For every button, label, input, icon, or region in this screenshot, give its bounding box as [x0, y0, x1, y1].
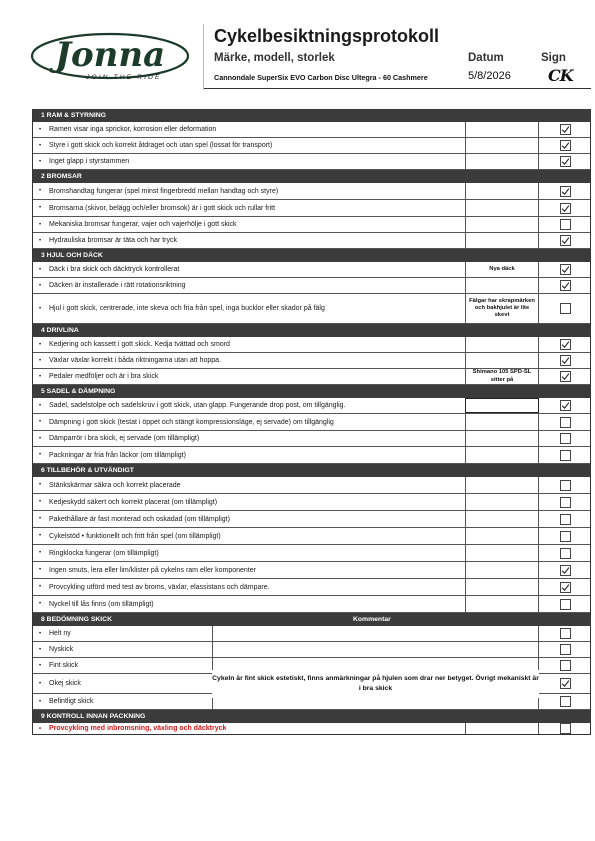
condition-checkbox[interactable] — [560, 660, 571, 671]
item-checkbox[interactable] — [560, 433, 571, 444]
bullet-icon: • — [39, 725, 42, 732]
section-title: 9 KONTROLL INNAN PACKNING — [41, 713, 146, 720]
note-field[interactable] — [465, 200, 539, 216]
item-text-cell — [33, 217, 465, 232]
checkbox-cell — [539, 723, 592, 734]
label-brand-model: Märke, modell, storlek — [214, 52, 335, 64]
item-label: Mekaniska bromsar fungerar, vajer och vajerhölje i gott skick — [49, 221, 237, 228]
label-date: Datum — [468, 52, 504, 64]
note-field[interactable] — [465, 579, 539, 595]
item-label: Cykelstöd • funktionellt och fritt från spel (om tillämpligt) — [49, 532, 221, 540]
item-text-cell — [33, 447, 465, 463]
logo-wordmark: Jonna — [54, 35, 166, 75]
checkmark-icon — [561, 157, 570, 166]
section-header — [33, 109, 590, 122]
checkbox-cell — [539, 494, 592, 510]
checklist-row — [33, 217, 590, 233]
checklist-row — [33, 183, 590, 200]
bullet-icon: • — [39, 452, 42, 458]
item-text-cell — [33, 562, 465, 578]
checkmark-icon — [561, 583, 570, 592]
item-text-cell — [33, 545, 465, 561]
item-checkbox[interactable] — [560, 156, 571, 167]
bullet-icon: • — [39, 126, 42, 133]
section-header — [33, 324, 590, 337]
note-field[interactable] — [465, 337, 539, 352]
bullet-icon: • — [39, 266, 42, 273]
checkbox-cell — [539, 353, 592, 368]
checklist-row — [33, 122, 590, 138]
item-label: Bromshandtag fungerar (spel minst fingerbredd mellan handtag och styre) — [49, 187, 279, 195]
item-label: Hjul i gott skick, centrerade, inte skeva och fria från spel, inga bucklor eller skador på fälg — [49, 305, 325, 312]
checklist-row — [33, 138, 590, 154]
checkbox-cell — [539, 398, 592, 413]
note-field[interactable] — [465, 494, 539, 510]
checkbox-cell — [539, 477, 592, 493]
item-label: Däck i bra skick och däcktryck kontrollerat — [49, 266, 180, 273]
bullet-icon: • — [39, 158, 42, 165]
checklist-row — [33, 562, 590, 579]
checkbox-cell — [539, 658, 592, 673]
checkmark-icon — [561, 566, 570, 575]
section-header — [33, 385, 590, 398]
item-text-cell — [33, 494, 465, 510]
bullet-icon: • — [39, 601, 42, 607]
item-text-cell — [33, 278, 465, 293]
bullet-icon: • — [39, 680, 42, 687]
item-label: Ingen smuts, lera eller lim/klister på cykelns ram eller komponenter — [49, 566, 256, 574]
item-checkbox[interactable] — [560, 548, 571, 559]
item-label: Hydrauliska bromsar är täta och har tryck — [49, 237, 177, 244]
bullet-icon: • — [39, 499, 42, 505]
section-title: 5 SADEL & DÄMPNING — [41, 388, 116, 395]
item-checkbox[interactable] — [560, 186, 571, 197]
comment-cell — [212, 642, 539, 657]
checklist-row — [33, 200, 590, 217]
bullet-icon: • — [39, 516, 42, 522]
checklist-row — [33, 447, 590, 464]
item-label: Däcken är installerade i rätt rotationsriktning — [49, 282, 186, 289]
note-field[interactable] — [465, 138, 539, 153]
item-label: Helt ny — [49, 630, 71, 637]
item-checkbox[interactable] — [560, 531, 571, 542]
item-text-cell — [33, 694, 212, 709]
item-text-cell — [33, 183, 465, 199]
checkmark-icon — [561, 204, 570, 213]
checkbox-cell — [539, 694, 592, 709]
checkmark-icon — [561, 236, 570, 245]
note-field[interactable]: Nya däck — [465, 262, 539, 277]
bullet-icon: • — [39, 205, 42, 211]
bullet-icon: • — [39, 221, 42, 228]
checkbox-cell — [539, 294, 592, 323]
section-header — [33, 249, 590, 262]
note-field[interactable] — [465, 562, 539, 578]
bullet-icon: • — [39, 305, 42, 312]
bullet-icon: • — [39, 237, 42, 244]
section-title: 1 RAM & STYRNING — [41, 112, 106, 119]
note-field[interactable] — [465, 353, 539, 368]
item-checkbox[interactable] — [560, 480, 571, 491]
checkbox-cell — [539, 337, 592, 352]
note-field[interactable]: Fälgar har skrapmärken och bakhjulet är lite skevt — [465, 294, 539, 323]
item-label: Pedaler medföljer och är i bra skick — [49, 373, 159, 380]
item-checkbox[interactable] — [560, 400, 571, 411]
item-label: Bromsarna (skivor, belägg och/eller bromsok) är i gott skick och rullar fritt — [49, 204, 276, 212]
checkmark-icon — [561, 340, 570, 349]
checkbox-cell — [539, 122, 592, 137]
checkmark-icon — [561, 141, 570, 150]
item-checkbox[interactable] — [560, 565, 571, 576]
checkmark-icon — [561, 401, 570, 410]
checkmark-icon — [561, 187, 570, 196]
checkbox-cell — [539, 511, 592, 527]
bike-model-value[interactable]: Cannondale SuperSix EVO Carbon Disc Ultegra - 60 Cashmere — [214, 73, 428, 82]
checklist-row — [33, 545, 590, 562]
condition-checkbox[interactable] — [560, 696, 571, 707]
assessment-block — [33, 626, 590, 710]
note-field[interactable] — [465, 154, 539, 169]
checklist-row — [33, 579, 590, 596]
item-text-cell — [33, 262, 465, 277]
item-label: Provcykling utförd med test av broms, växlar, elassistans och dämpare. — [49, 583, 270, 591]
checklist-row — [33, 233, 590, 249]
item-checkbox[interactable] — [560, 235, 571, 246]
checkbox-cell — [539, 369, 592, 384]
section-header — [33, 170, 590, 183]
checkbox-cell — [539, 217, 592, 232]
note-field[interactable] — [465, 723, 539, 734]
bullet-icon: • — [39, 402, 42, 409]
section-title: 6 TILLBEHÖR & UTVÄNDIGT — [41, 467, 134, 474]
condition-checkbox[interactable] — [560, 678, 571, 689]
bullet-icon: • — [39, 533, 42, 539]
item-checkbox[interactable] — [560, 264, 571, 275]
bullet-icon: • — [39, 630, 42, 637]
section-header — [33, 464, 590, 477]
item-checkbox[interactable] — [560, 371, 571, 382]
item-label: Dämparrör i bra skick, ej servade (om tillämpligt) — [49, 435, 200, 442]
item-text-cell — [33, 337, 465, 352]
item-text-cell — [33, 642, 212, 657]
item-checkbox[interactable] — [560, 303, 571, 314]
header-divider — [203, 24, 204, 90]
note-field[interactable] — [465, 447, 539, 463]
checkbox-cell — [539, 579, 592, 595]
assessment-row — [33, 642, 590, 658]
condition-checkbox[interactable] — [560, 628, 571, 639]
item-checkbox[interactable] — [560, 417, 571, 428]
assessment-comment[interactable]: Cykeln är fint skick estetiskt, finns anmärkningar på hjulen som drar ner betyget. Övrigt mekaniskt är i bra skick — [212, 670, 539, 698]
assessment-row — [33, 626, 590, 642]
checklist-row — [33, 477, 590, 494]
item-text-cell — [33, 398, 465, 413]
item-label: Ramen visar inga sprickor, korrosion eller deformation — [49, 126, 217, 133]
item-text-cell — [33, 294, 465, 323]
comment-cell — [212, 626, 539, 641]
label-sign: Sign — [541, 52, 566, 64]
item-checkbox[interactable] — [560, 140, 571, 151]
checklist-row — [33, 596, 590, 613]
item-text-cell — [33, 511, 465, 527]
comment-column-header: Kommentar — [353, 616, 391, 623]
bullet-icon: • — [39, 188, 42, 194]
note-field[interactable] — [465, 511, 539, 527]
checkmark-icon — [561, 372, 570, 381]
bullet-icon: • — [39, 373, 42, 380]
checklist-row — [33, 398, 590, 414]
checklist-row — [33, 294, 590, 324]
item-text-cell — [33, 626, 212, 641]
checkbox-cell — [539, 562, 592, 578]
item-text-cell — [33, 414, 465, 430]
checkmark-icon — [561, 679, 570, 688]
item-label: Sadel, sadelstolpe och sadelskruv i gott skick, utan glapp. Fungerande drop post, om tillgänglig. — [49, 402, 346, 409]
item-label: Befintligt skick — [49, 698, 94, 705]
item-checkbox[interactable] — [560, 514, 571, 525]
item-label: Ringklocka fungerar (om tillämpligt) — [49, 549, 159, 557]
section-header — [33, 613, 590, 626]
checklist-row — [33, 154, 590, 170]
document-title: Cykelbesiktningsprotokoll — [214, 26, 440, 46]
item-label: Nyskick — [49, 646, 74, 653]
note-field[interactable] — [465, 431, 539, 446]
checkbox-cell — [539, 233, 592, 248]
note-field[interactable] — [465, 278, 539, 293]
note-field[interactable] — [465, 477, 539, 493]
bullet-icon: • — [39, 646, 42, 653]
item-checkbox[interactable] — [560, 124, 571, 135]
logo-tagline: JOIN THE RIDE — [86, 74, 162, 81]
final-checkbox[interactable] — [560, 723, 571, 734]
item-label: Dämpning i gott skick (testat i öppet och stängt kompressionsläge, ej servade) om tillgänglig — [49, 418, 334, 426]
checkbox-cell — [539, 200, 592, 216]
item-label: Fint skick — [49, 662, 79, 669]
item-checkbox[interactable] — [560, 339, 571, 350]
section-title: 4 DRIVLINA — [41, 327, 79, 334]
checklist-row — [33, 511, 590, 528]
note-field[interactable] — [465, 398, 539, 413]
checkbox-cell — [539, 278, 592, 293]
section-header — [33, 710, 590, 723]
item-text-cell — [33, 431, 465, 446]
checkbox-cell — [539, 431, 592, 446]
checkmark-icon — [561, 356, 570, 365]
note-field[interactable] — [465, 183, 539, 199]
checkbox-cell — [539, 674, 592, 693]
item-checkbox[interactable] — [560, 219, 571, 230]
item-text-cell — [33, 596, 465, 612]
checkbox-cell — [539, 262, 592, 277]
header-underline — [204, 88, 591, 89]
checklist-row — [33, 353, 590, 369]
bullet-icon: • — [39, 282, 42, 289]
checkbox-cell — [539, 183, 592, 199]
checklist-row — [33, 414, 590, 431]
item-checkbox[interactable] — [560, 497, 571, 508]
item-text-cell — [33, 369, 465, 384]
bullet-icon: • — [39, 567, 42, 573]
checklist-row — [33, 278, 590, 294]
bullet-icon: • — [39, 482, 42, 488]
item-label: Kedjeskydd säkert och korrekt placerat (om tillämpligt) — [49, 498, 218, 506]
section-title: 8 BEDÖMNING SKICK — [41, 616, 112, 623]
checkbox-cell — [539, 626, 592, 641]
item-checkbox[interactable] — [560, 450, 571, 461]
condition-checkbox[interactable] — [560, 644, 571, 655]
item-checkbox[interactable] — [560, 582, 571, 593]
final-check-row — [33, 723, 590, 734]
checkmark-icon — [561, 265, 570, 274]
signature: CK — [548, 66, 573, 85]
checkbox-cell — [539, 596, 592, 612]
document-header — [0, 0, 595, 100]
checklist-row — [33, 337, 590, 353]
item-label: Provcykling med inbromsning, växling och däcktryck — [49, 725, 227, 732]
checkbox-cell — [539, 138, 592, 153]
bullet-icon: • — [39, 662, 42, 669]
item-text-cell — [33, 658, 212, 673]
item-text-cell — [33, 233, 465, 248]
section-title: 2 BROMSAR — [41, 173, 82, 180]
note-field[interactable]: Shimano 105 SPD-SL sitter på — [465, 369, 539, 384]
item-label: Pakethållare är fast monterad och oskadad (om tillämpligt) — [49, 515, 230, 523]
item-checkbox[interactable] — [560, 355, 571, 366]
checkmark-icon — [561, 125, 570, 134]
item-text-cell — [33, 723, 465, 734]
note-field[interactable] — [465, 545, 539, 561]
item-label: Okej skick — [49, 680, 81, 687]
checklist-row — [33, 494, 590, 511]
date-value[interactable]: 5/8/2026 — [468, 70, 511, 82]
checkbox-cell — [539, 154, 592, 169]
bullet-icon: • — [39, 550, 42, 556]
item-label: Inget glapp i styrstammen — [49, 158, 130, 165]
checklist-row — [33, 262, 590, 278]
item-checkbox[interactable] — [560, 599, 571, 610]
item-text-cell — [33, 528, 465, 544]
bullet-icon: • — [39, 341, 42, 348]
bullet-icon: • — [39, 357, 42, 364]
bullet-icon: • — [39, 584, 42, 590]
item-text-cell — [33, 200, 465, 216]
item-label: Stänkskärmar säkra och korrekt placerade — [49, 481, 181, 489]
bullet-icon: • — [39, 435, 42, 442]
item-checkbox[interactable] — [560, 280, 571, 291]
note-field[interactable] — [465, 596, 539, 612]
item-label: Styre i gott skick och korrekt åtdraget och utan spel (lossat för transport) — [49, 142, 273, 149]
note-field[interactable] — [465, 414, 539, 430]
item-text-cell — [33, 674, 212, 693]
item-label: Nyckel till lås finns (om tillämpligt) — [49, 600, 154, 608]
item-checkbox[interactable] — [560, 203, 571, 214]
note-field[interactable] — [465, 217, 539, 232]
item-label: Packningar är fria från läckor (om tillämpligt) — [49, 451, 186, 459]
section-title: 3 HJUL OCH DÄCK — [41, 252, 103, 259]
item-text-cell — [33, 154, 465, 169]
note-field[interactable] — [465, 233, 539, 248]
item-text-cell — [33, 353, 465, 368]
checklist-table — [32, 109, 591, 735]
checklist-row — [33, 528, 590, 545]
checklist-row — [33, 431, 590, 447]
bullet-icon: • — [39, 419, 42, 425]
note-field[interactable] — [465, 122, 539, 137]
item-label: Kedjering och kassett i gott skick. Kedja tvättad och smord — [49, 341, 230, 348]
bullet-icon: • — [39, 142, 42, 149]
item-text-cell — [33, 477, 465, 493]
checkbox-cell — [539, 447, 592, 463]
bullet-icon: • — [39, 698, 42, 705]
item-text-cell — [33, 579, 465, 595]
note-field[interactable] — [465, 528, 539, 544]
checkmark-icon — [561, 281, 570, 290]
item-text-cell — [33, 138, 465, 153]
checkbox-cell — [539, 528, 592, 544]
checklist-row — [33, 369, 590, 385]
checkbox-cell — [539, 642, 592, 657]
item-label: Växlar växlar korrekt i båda riktningarna utan att hoppa. — [49, 357, 221, 364]
item-text-cell — [33, 122, 465, 137]
checkbox-cell — [539, 545, 592, 561]
checkbox-cell — [539, 414, 592, 430]
